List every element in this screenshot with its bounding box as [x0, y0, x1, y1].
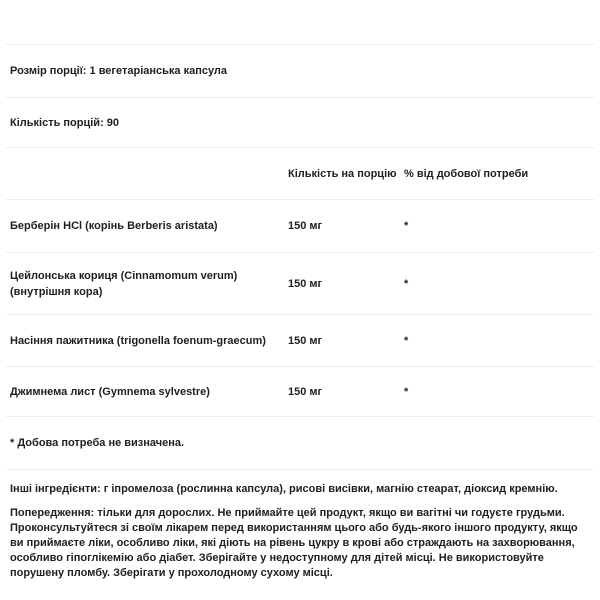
facts-table	[6, 44, 594, 470]
ingredient-name: Берберін HCl (корінь Berberis aristata)	[10, 220, 218, 232]
ingredient-daily-value: *	[404, 220, 409, 232]
column-header-daily-value: % від добової потреби	[404, 167, 529, 180]
ingredient-name: Джимнема лист (Gymnema sylvestre)	[10, 385, 210, 398]
serving-size-text: Розмір порції: 1 вегетаріанська капсула	[10, 65, 228, 77]
ingredient-amount: 150 мг	[288, 220, 323, 232]
serving-size-row	[6, 45, 594, 98]
table-header-row	[6, 148, 594, 200]
other-ingredients-text: Інші інгредієнти: г іпромелоза (рослинна капсула), рисові висівки, магнію стеарат, діоксид кремнію.	[10, 483, 558, 495]
ingredient-name: Цейлонська кориця (Cinnamomum verum) (внутрішня кора)	[10, 269, 238, 298]
ingredient-amount: 150 мг	[288, 277, 323, 290]
ingredient-amount: 150 мг	[288, 385, 323, 398]
table-row	[6, 200, 594, 253]
table-row	[6, 367, 594, 417]
label-paragraphs	[10, 482, 590, 581]
table-row	[6, 253, 594, 315]
column-header-amount: Кількість на порцію	[288, 167, 397, 180]
footnote-row	[6, 417, 594, 470]
table-row	[6, 315, 594, 367]
ingredient-name: Насіння пажитника (trigonella foenum-graecum)	[10, 334, 266, 347]
ingredient-daily-value: *	[404, 385, 409, 398]
warnings-text: Попередження: тільки для дорослих. Не приймайте цей продукт, якщо ви вагітні чи годуєте грудьми. Проконсультуйтеся зі своїм лікарем перед використанням цього або будь-якого іншого продукту, якщо ви приймаєте ліки, особливо ліки, які діють на рівень цукру в крові або страждають на захворювання, особливо гіпоглікемію або діабет. Зберігайте у недоступному для дітей місці. Не використовуйте порушену пломбу. Зберігати у прохолодному сухому місці.	[10, 507, 578, 579]
servings-per-container-row	[6, 98, 594, 148]
ingredient-daily-value: *	[404, 334, 409, 347]
ingredient-daily-value: *	[404, 277, 409, 290]
ingredient-amount: 150 мг	[288, 334, 323, 347]
servings-per-container-text: Кількість порцій: 90	[10, 116, 120, 129]
daily-value-footnote: * Добова потреба не визначена.	[10, 437, 185, 449]
